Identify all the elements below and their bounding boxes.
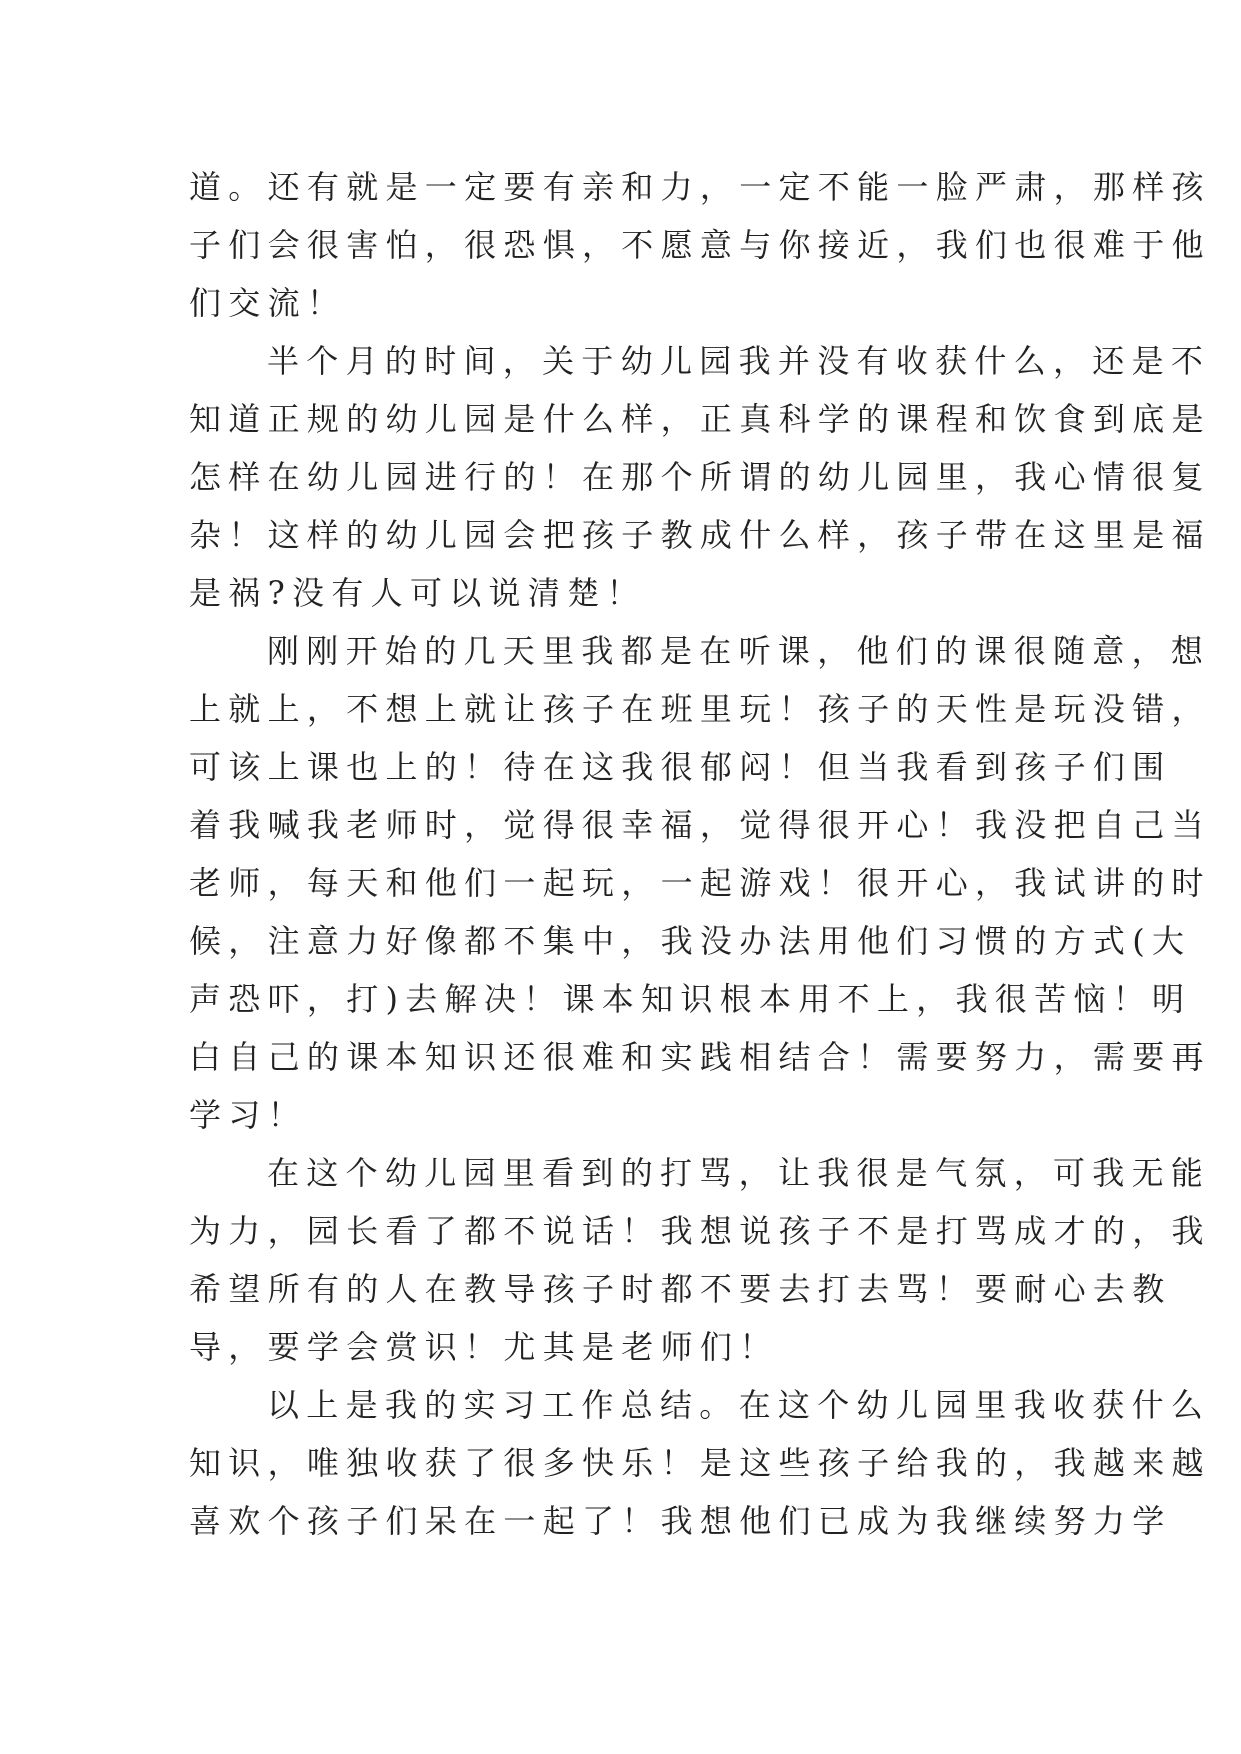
document-body <box>189 158 1211 1550</box>
text-line: 可该上课也上的！待在这我很郁闷！但当我看到孩子们围 <box>189 748 1172 786</box>
text-line: 刚刚开始的几天里我都是在听课，他们的课很随意，想 <box>267 632 1211 670</box>
text-line: 知道正规的幼儿园是什么样，正真科学的课程和饮食到底是 <box>189 400 1211 438</box>
text-line: 知识，唯独收获了很多快乐！是这些孩子给我的，我越来越 <box>189 1444 1211 1482</box>
text-line: 喜欢个孩子们呆在一起了！我想他们已成为我继续努力学 <box>189 1502 1172 1540</box>
text-line: 半个月的时间，关于幼儿园我并没有收获什么，还是不 <box>267 342 1211 380</box>
paragraph-5 <box>189 1376 1211 1550</box>
text-line: 着我喊我老师时，觉得很幸福，觉得很开心！我没把自己当 <box>189 806 1211 844</box>
text-line: 老师，每天和他们一起玩，一起游戏！很开心，我试讲的时 <box>189 864 1211 902</box>
text-line: 在这个幼儿园里看到的打骂，让我很是气氛，可我无能 <box>267 1154 1211 1192</box>
text-line: 声恐吓，打)去解决！课本知识根本用不上，我很苦恼！明 <box>189 980 1192 1018</box>
paragraph-2 <box>189 332 1211 622</box>
text-line: 上就上，不想上就让孩子在班里玩！孩子的天性是玩没错， <box>189 690 1211 728</box>
text-line: 道。还有就是一定要有亲和力，一定不能一脸严肃，那样孩 <box>189 168 1211 206</box>
paragraph-3 <box>189 622 1211 1144</box>
text-line: 候，注意力好像都不集中，我没办法用他们习惯的方式(大 <box>189 922 1192 960</box>
text-line: 希望所有的人在教导孩子时都不要去打去骂！要耐心去教 <box>189 1270 1172 1308</box>
text-line: 子们会很害怕，很恐惧，不愿意与你接近，我们也很难于他 <box>189 226 1211 264</box>
paragraph-4 <box>189 1144 1211 1376</box>
paragraph-1 <box>189 158 1211 332</box>
text-line: 白自己的课本知识还很难和实践相结合！需要努力，需要再 <box>189 1038 1211 1076</box>
text-line: 学习！ <box>189 1096 307 1134</box>
text-line: 为力，园长看了都不说话！我想说孩子不是打骂成才的，我 <box>189 1212 1211 1250</box>
text-line: 杂！这样的幼儿园会把孩子教成什么样，孩子带在这里是福 <box>189 516 1211 554</box>
text-line: 们交流！ <box>189 284 347 322</box>
text-line: 怎样在幼儿园进行的！在那个所谓的幼儿园里，我心情很复 <box>189 458 1211 496</box>
text-line: 是祸?没有人可以说清楚！ <box>189 574 646 612</box>
text-line: 导，要学会赏识！尤其是老师们！ <box>189 1328 779 1366</box>
text-line: 以上是我的实习工作总结。在这个幼儿园里我收获什么 <box>267 1386 1211 1424</box>
